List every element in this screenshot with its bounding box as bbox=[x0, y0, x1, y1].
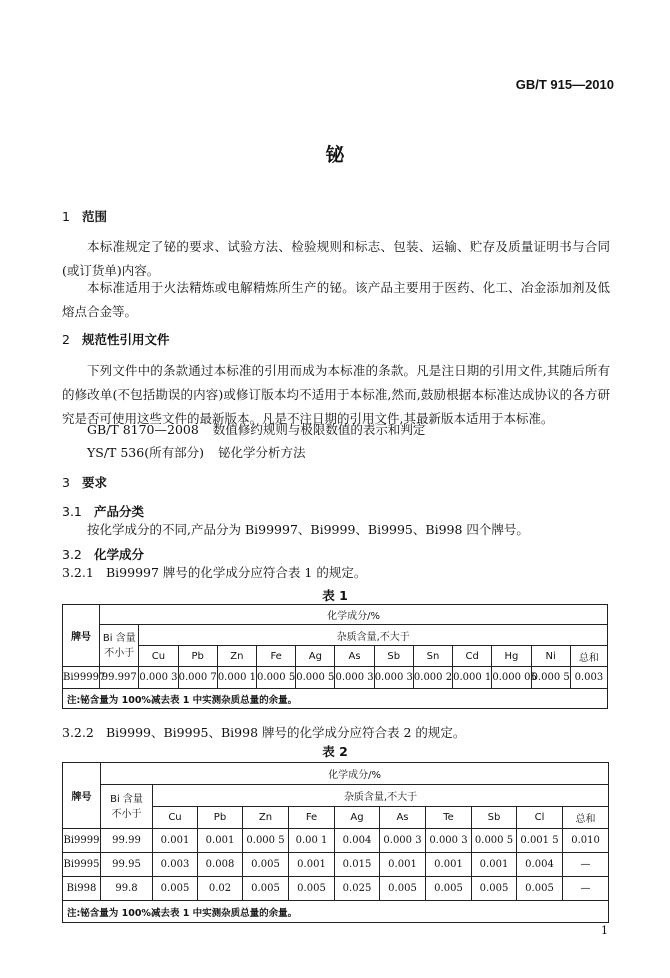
section-number: 3 bbox=[62, 475, 70, 490]
bi-min-label: 不小于 bbox=[104, 647, 135, 659]
table-row bbox=[63, 877, 609, 901]
reference-code: GB/T 8170—2008 bbox=[87, 422, 199, 437]
value-cell: 0.000 5 bbox=[257, 667, 296, 689]
document-title: 铋 bbox=[325, 144, 345, 166]
element-header: 总和 bbox=[563, 807, 609, 829]
value-cell: 0.005 bbox=[243, 877, 289, 901]
table-note: 注:铋含量为 100%减去表 1 中实测杂质总量的余量。 bbox=[63, 689, 608, 709]
clause-text: Bi9999、Bi9995、Bi998 牌号的化学成分应符合表 2 的规定。 bbox=[106, 725, 466, 740]
scope-paragraph-2: 本标准适用于火法精炼或电解精炼所生产的铋。该产品主要用于医药、化工、冶金添加剂及低熔点合金等。 bbox=[62, 280, 610, 319]
value-cell: 0.005 bbox=[426, 877, 472, 901]
element-header: As bbox=[380, 807, 426, 829]
element-header: Cd bbox=[453, 646, 492, 667]
section-number: 2 bbox=[62, 332, 70, 347]
value-cell: 0.001 bbox=[426, 853, 472, 877]
value-cell: 0.000 5 bbox=[531, 667, 570, 689]
table-2 bbox=[62, 762, 609, 923]
bi-content-label: Bi 含量 bbox=[102, 632, 136, 644]
clause-number: 3.1 bbox=[62, 504, 82, 519]
element-header: Hg bbox=[492, 646, 531, 667]
value-cell: 0.001 bbox=[153, 829, 198, 853]
element-header: Cu bbox=[153, 807, 198, 829]
value-cell: 0.000 3 bbox=[335, 667, 374, 689]
element-header: Ag bbox=[296, 646, 335, 667]
chem-composition-header: 化学成分/% bbox=[101, 763, 609, 785]
value-cell: 0.005 bbox=[517, 877, 563, 901]
element-header: Cl bbox=[517, 807, 563, 829]
value-cell: 0.025 bbox=[335, 877, 380, 901]
value-cell: 0.004 bbox=[335, 829, 380, 853]
element-header: Pb bbox=[198, 807, 243, 829]
clause-number: 3.2.1 bbox=[62, 565, 94, 580]
section-title: 范围 bbox=[82, 209, 108, 224]
value-cell: 0.003 bbox=[570, 667, 607, 689]
value-cell: 0.000 3 bbox=[426, 829, 472, 853]
clause-number: 3.2.2 bbox=[62, 725, 94, 740]
value-cell: 0.000 5 bbox=[296, 667, 335, 689]
reference-item bbox=[87, 443, 305, 461]
value-cell: 0.000 5 bbox=[472, 829, 517, 853]
value-cell: 0.001 bbox=[289, 853, 335, 877]
bi-cell: 99.99 bbox=[101, 829, 153, 853]
section-2-heading bbox=[62, 330, 170, 348]
impurity-header: 杂质含量,不大于 bbox=[139, 625, 608, 646]
reference-code: YS/T 536(所有部分) bbox=[87, 445, 204, 460]
clause-3-2-1 bbox=[62, 563, 366, 581]
standard-number: GB/T 915—2010 bbox=[515, 77, 614, 92]
value-cell: 0.003 bbox=[153, 853, 198, 877]
element-header: Te bbox=[426, 807, 472, 829]
normative-references-paragraph: 下列文件中的条款通过本标准的引用而成为本标准的条款。凡是注日期的引用文件,其随后所有的修改单(不包括勘误的内容)或修订版本均不适用于本标准,然而,鼓励根据本标准达成协议的各方研究是否可使用这些文件的最新版本。凡是不注日期的引用文件,其最新版本适用于本标准。 bbox=[62, 363, 610, 426]
element-header: Ag bbox=[335, 807, 380, 829]
value-cell: 0.005 bbox=[243, 853, 289, 877]
value-cell: 0.010 bbox=[563, 829, 609, 853]
value-cell: 0.001 bbox=[472, 853, 517, 877]
grade-cell: Bi9995 bbox=[63, 853, 101, 877]
value-cell: — bbox=[563, 853, 609, 877]
value-cell: 0.008 bbox=[198, 853, 243, 877]
value-cell: 0.001 bbox=[380, 853, 426, 877]
table-1-caption: 表 1 bbox=[322, 588, 348, 603]
table-row bbox=[63, 829, 609, 853]
value-cell: 0.000 1 bbox=[217, 667, 256, 689]
bi-min-label: 不小于 bbox=[111, 808, 142, 820]
clause-title: 化学成分 bbox=[94, 547, 145, 562]
value-cell: 0.000 05 bbox=[492, 667, 531, 689]
value-cell: 0.000 1 bbox=[453, 667, 492, 689]
product-classification-text: 按化学成分的不同,产品分为 Bi99997、Bi9999、Bi9995、Bi998 四个牌号。 bbox=[87, 522, 529, 537]
clause-title: 产品分类 bbox=[94, 504, 145, 519]
grade-cell: Bi99997 bbox=[63, 667, 100, 689]
clause-3-2-2 bbox=[62, 723, 465, 741]
grade-cell: Bi9999 bbox=[63, 829, 101, 853]
bi-content-header bbox=[100, 625, 139, 667]
chem-composition-header: 化学成分/% bbox=[100, 605, 608, 625]
value-cell: 0.000 7 bbox=[178, 667, 217, 689]
table-2-caption: 表 2 bbox=[322, 744, 348, 759]
element-header: Cu bbox=[139, 646, 178, 667]
table-1 bbox=[62, 604, 608, 709]
scope-paragraph-1: 本标准规定了铋的要求、试验方法、检验规则和标志、包装、运输、贮存及质量证明书与合同(或订货单)内容。 bbox=[62, 239, 610, 278]
value-cell: 0.02 bbox=[198, 877, 243, 901]
element-header: Zn bbox=[243, 807, 289, 829]
value-cell: 0.00 1 bbox=[289, 829, 335, 853]
reference-item bbox=[87, 420, 425, 438]
value-cell: 0.015 bbox=[335, 853, 380, 877]
bi-cell: 99.8 bbox=[101, 877, 153, 901]
bi-content-header bbox=[101, 785, 153, 829]
value-cell: 0.001 5 bbox=[517, 829, 563, 853]
value-cell: 0.000 5 bbox=[243, 829, 289, 853]
value-cell: 0.004 bbox=[517, 853, 563, 877]
element-header: Zn bbox=[217, 646, 256, 667]
element-header: Sn bbox=[413, 646, 452, 667]
section-title: 规范性引用文件 bbox=[82, 332, 170, 347]
grade-header: 牌号 bbox=[63, 763, 101, 829]
value-cell: 0.000 2 bbox=[413, 667, 452, 689]
table-row bbox=[63, 667, 608, 689]
section-number: 1 bbox=[62, 209, 70, 224]
value-cell: 0.005 bbox=[472, 877, 517, 901]
clause-text: Bi99997 牌号的化学成分应符合表 1 的规定。 bbox=[106, 565, 367, 580]
grade-cell: Bi998 bbox=[63, 877, 101, 901]
grade-header: 牌号 bbox=[63, 605, 100, 667]
value-cell: 0.005 bbox=[289, 877, 335, 901]
element-header: Fe bbox=[289, 807, 335, 829]
value-cell: 0.001 bbox=[198, 829, 243, 853]
value-cell: — bbox=[563, 877, 609, 901]
element-header: Sb bbox=[374, 646, 413, 667]
element-header: Pb bbox=[178, 646, 217, 667]
value-cell: 0.000 3 bbox=[139, 667, 178, 689]
section-3-heading bbox=[62, 473, 107, 491]
element-header: Ni bbox=[531, 646, 570, 667]
impurity-header: 杂质含量,不大于 bbox=[153, 785, 609, 807]
value-cell: 0.005 bbox=[380, 877, 426, 901]
section-title: 要求 bbox=[82, 475, 108, 490]
section-1-heading bbox=[62, 207, 107, 225]
clause-number: 3.2 bbox=[62, 547, 82, 562]
table-note: 注:铋含量为 100%减去表 1 中实测杂质总量的余量。 bbox=[63, 901, 609, 923]
clause-3-2-heading bbox=[62, 545, 144, 563]
page-number: 1 bbox=[601, 924, 608, 937]
bi-content-label: Bi 含量 bbox=[110, 793, 143, 805]
element-header: Sb bbox=[472, 807, 517, 829]
element-header: 总和 bbox=[570, 646, 607, 667]
bi-cell: 99.95 bbox=[101, 853, 153, 877]
value-cell: 0.005 bbox=[153, 877, 198, 901]
bi-cell: 99.997 bbox=[100, 667, 139, 689]
table-row bbox=[63, 853, 609, 877]
value-cell: 0.000 3 bbox=[380, 829, 426, 853]
element-header: As bbox=[335, 646, 374, 667]
value-cell: 0.000 3 bbox=[374, 667, 413, 689]
reference-title: 铋化学分析方法 bbox=[217, 445, 306, 460]
element-header: Fe bbox=[257, 646, 296, 667]
reference-title: 数值修约规则与极限数值的表示和判定 bbox=[212, 422, 426, 437]
